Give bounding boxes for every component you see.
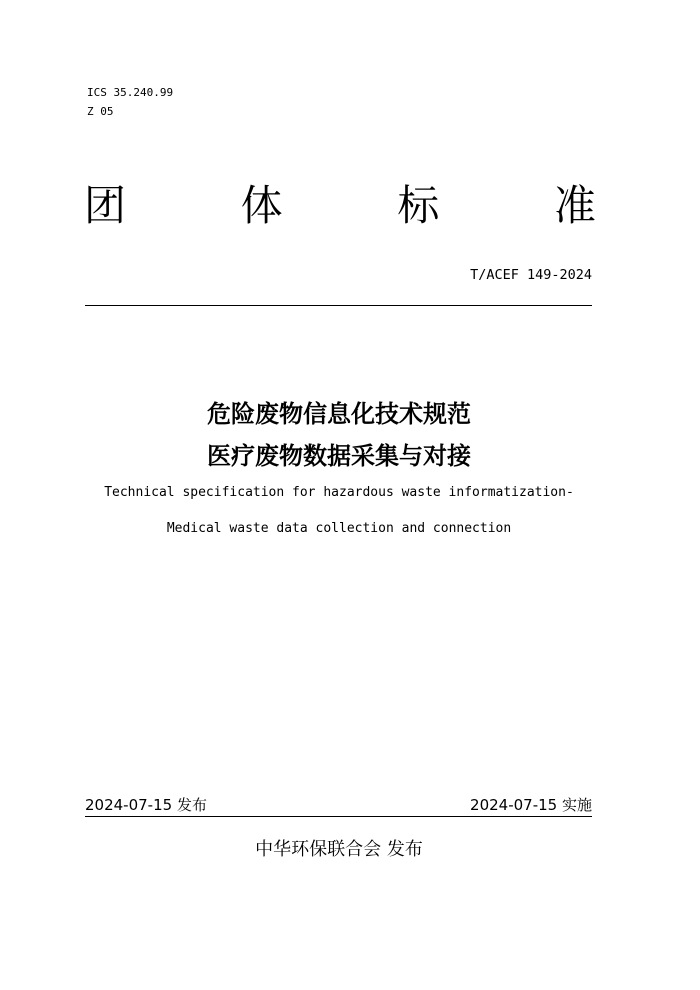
document-type-char: 标: [397, 181, 440, 230]
document-type-char: 团: [84, 181, 127, 230]
ccs-code: Z 05: [87, 105, 114, 118]
document-type-char: 准: [553, 181, 596, 230]
english-title-line-2: Medical waste data collection and connection: [166, 521, 512, 536]
standard-number: T/ACEF 149-2024: [470, 267, 592, 283]
publisher: 中华环保联合会 发布: [255, 839, 423, 860]
implement-date: 2024-07-15 实施: [470, 796, 592, 814]
english-title-line-1: Technical specification for hazardous waste informatization-: [104, 485, 574, 500]
document-type-heading: [84, 178, 596, 234]
publish-date: 2024-07-15 发布: [85, 796, 207, 814]
chinese-title-line-1: 危险废物信息化技术规范: [207, 400, 471, 428]
ics-code: ICS 35.240.99: [87, 86, 174, 99]
chinese-title-line-2: 医疗废物数据采集与对接: [207, 442, 471, 470]
bottom-divider: [85, 816, 592, 817]
top-divider: [85, 305, 592, 306]
document-type-char: 体: [240, 181, 283, 230]
